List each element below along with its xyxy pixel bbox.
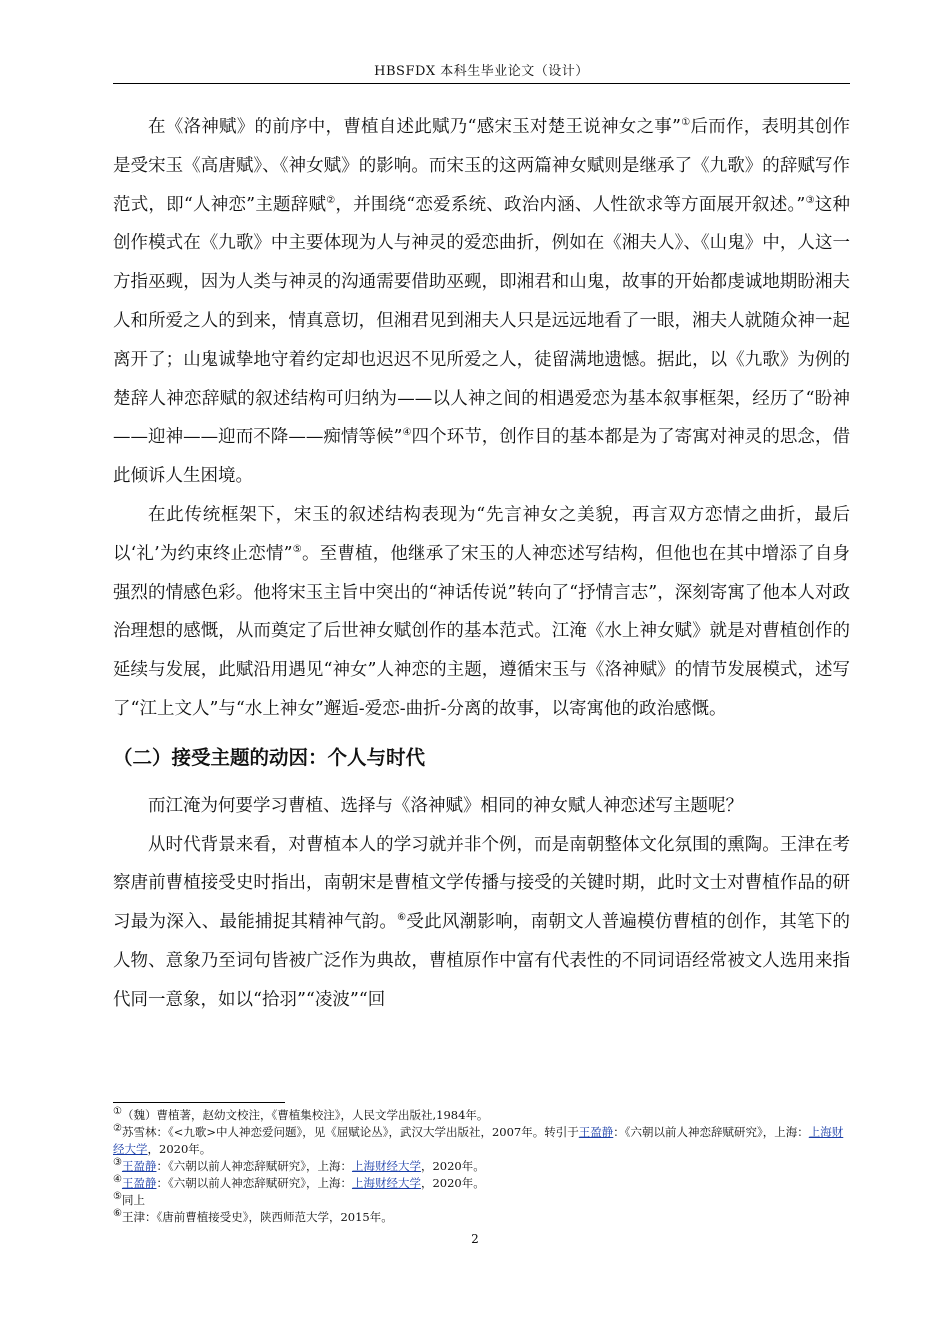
footnote: [113, 1192, 850, 1209]
text-run: 受此风潮影响，南朝文人普遍模仿曹植的创作，其笔下的人物、意象乃至词句皆被广泛作为典故，曹植原作中富有代表性的不同词语经常被文人选用来指代同一意象，如以“拾羽”“凌波”“回: [113, 912, 851, 1010]
body-paragraph: [113, 108, 850, 496]
section-heading: （二）接受主题的动因：个人与时代: [113, 745, 426, 769]
footnote-divider: [113, 1102, 285, 1103]
text-run: 而江淹为何要学习曹植、选择与《洛神赋》相同的神女赋人神恋述写主题呢？: [148, 795, 743, 816]
citation-link[interactable]: 上海财经大学: [113, 1125, 844, 1156]
text-run: 这种创作模式在《九歌》中主要体现为人与神灵的爱恋曲折，例如在《湘夫人》、《山鬼》中，人这一方指巫觋，因为人类与神灵的沟通需要借助巫觋，即湘君和山鬼，故事的开始都虔诚地期盼湘夫人和所爱之人的到来，情真意切，但湘君见到湘夫人只是远远地看了一眼，湘夫人就随众神一起离开了；山鬼诚挚地守着约定却也迟迟不见所爱之人，徒留满地遗憾。据此，以《九歌》为例的楚辞人神恋辞赋的叙述结构可归纳为——以人神之间的相遇爱恋为基本叙事框架，经历了“盼神——迎神——迎而不降——痴情等候”: [113, 194, 850, 448]
text-run: 同上: [121, 1193, 145, 1207]
body-paragraph: [113, 787, 850, 826]
text-run: 。至曹植，他继承了宋玉的人神恋述写结构，但他也在其中增添了自身强烈的情感色彩。他将宋玉主旨中突出的“神话传说”转向了“抒情言志”，深刻寄寓了他本人对政治理想的感慨，从而奠定了后世神女赋创作的基本范式。江淹《水上神女赋》就是对曹植创作的延续与发展，此赋沿用遇见“神女”人神恋的主题，遵循宋玉与《洛神赋》的情节发展模式，述写了“江上文人”与“水上神女”邂逅-爱恋-曲折-分离的故事，以寄寓他的政治感慨。: [113, 543, 850, 719]
text-run: ：《六朝以前人神恋辞赋研究》，上海：: [613, 1125, 809, 1139]
text-run: 在《洛神赋》的前序中，曹植自述此赋乃“感宋玉对楚王说神女之事”: [148, 117, 681, 137]
citation-link[interactable]: 上海财经大学: [351, 1176, 421, 1190]
citation-link[interactable]: 王盈静: [578, 1125, 614, 1139]
text-run: ：《六朝以前人神恋辞赋研究》，上海：: [156, 1176, 352, 1190]
footnote: [113, 1158, 850, 1175]
footnotes: [113, 1107, 850, 1226]
text-run: ，2020年。: [420, 1159, 485, 1173]
footnote-marker: ①: [680, 117, 691, 129]
citation-link[interactable]: 王盈静: [121, 1176, 157, 1190]
text-run: 王津：《唐前曹植接受史》，陕西师范大学，2015年。: [121, 1210, 393, 1224]
footnote-marker: ④: [402, 427, 412, 439]
text-run: ，2020年。: [147, 1142, 212, 1156]
text-run: ，并围绕“恋爱系统、政治内涵、人性欲求等方面展开叙述。”: [335, 194, 806, 215]
footnote: [113, 1209, 850, 1226]
text-run: 四个环节，创作目的基本都是为了寄寓对神灵的思念，借此倾诉人生困境。: [113, 427, 851, 487]
text-run: 在此传统框架下，宋玉的叙述结构表现为“先言神女之美貌，再言双方恋情之曲折，最后以‘礼’为约束终止恋情”: [113, 504, 850, 564]
footnote-marker: ⑤: [113, 1191, 122, 1203]
footnote-marker: ④: [113, 1174, 122, 1186]
citation-link[interactable]: 上海财经大学: [351, 1159, 421, 1173]
footnote-marker: ②: [326, 194, 336, 206]
citation-link[interactable]: 王盈静: [121, 1159, 157, 1173]
text-run: ，2020年。: [420, 1176, 485, 1190]
main-body: [113, 108, 850, 1020]
footnote-marker: ②: [113, 1123, 122, 1135]
header-divider: [113, 83, 850, 84]
footnote-marker: ⑤: [292, 543, 302, 555]
footnote: [113, 1124, 850, 1158]
page-header: HBSFDX 本科生毕业论文（设计）: [374, 64, 589, 79]
footnote-marker: ③: [805, 194, 815, 206]
text-run: 苏雪林：《<九歌>中人神恋爱问题》，见《屈赋论丛》，武汉大学出版社，2007年。转引于: [121, 1125, 579, 1139]
footnote-marker: ①: [113, 1106, 122, 1118]
footnote-marker: ③: [113, 1157, 122, 1169]
text-run: （魏）曹植著，赵幼文校注，《曹植集校注》，人民文学出版社,1984年。: [121, 1108, 489, 1122]
footnote-marker: ⑥: [397, 912, 407, 924]
body-paragraph: [113, 826, 850, 1020]
page-number: 2: [471, 1232, 479, 1246]
text-run: ：《六朝以前人神恋辞赋研究》，上海：: [156, 1159, 352, 1173]
footnote-marker: ⑥: [113, 1208, 122, 1220]
body-paragraph: [113, 496, 850, 729]
text-run: 后而作，表明其创作是受宋玉《高唐赋》、《神女赋》的影响。而宋玉的这两篇神女赋则是继承了《九歌》的辞赋写作范式，即“人神恋”主题辞赋: [113, 117, 850, 215]
footnote: [113, 1175, 850, 1192]
footnote: [113, 1107, 850, 1124]
text-run: 从时代背景来看，对曹植本人的学习就并非个例，而是南朝整体文化氛围的熏陶。王津在考察唐前曹植接受史时指出，南朝宋是曹植文学传播与接受的关键时期，此时文士对曹植作品的研习最为深入、最能捕捉其精神气韵。: [113, 834, 850, 933]
